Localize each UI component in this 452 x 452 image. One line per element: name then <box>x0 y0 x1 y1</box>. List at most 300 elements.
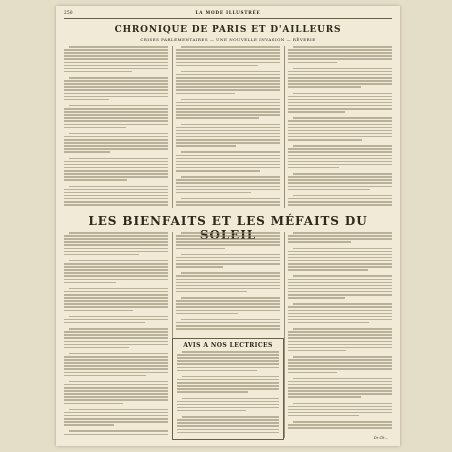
text-line <box>64 263 168 265</box>
text-line <box>288 269 368 271</box>
text-line <box>288 362 392 364</box>
text-line <box>288 372 337 374</box>
text-line <box>293 46 392 48</box>
text-line <box>293 328 392 330</box>
text-line <box>176 189 280 191</box>
text-line <box>176 105 280 107</box>
text-line <box>64 49 168 51</box>
text-line <box>288 52 392 54</box>
text-line <box>177 367 279 369</box>
text-line <box>64 291 168 293</box>
text-line <box>293 378 392 380</box>
text-line <box>288 279 392 281</box>
text-line <box>293 145 392 147</box>
text-line <box>64 65 168 67</box>
text-line <box>64 344 168 346</box>
text-line <box>64 111 168 113</box>
text-line <box>176 182 280 184</box>
text-line <box>288 167 339 169</box>
text-line <box>288 393 392 395</box>
text-line <box>293 93 392 95</box>
text-line <box>69 316 168 318</box>
text-line <box>182 398 279 400</box>
text-line <box>69 46 168 48</box>
text-line <box>288 182 392 184</box>
text-line <box>288 158 392 160</box>
text-line <box>181 99 280 101</box>
text-line <box>288 381 392 383</box>
text-line <box>177 357 279 359</box>
text-line <box>176 49 280 51</box>
text-line <box>288 238 392 240</box>
text-line <box>64 235 168 237</box>
text-line <box>181 176 280 178</box>
text-line <box>177 404 279 406</box>
text-line <box>64 375 146 377</box>
text-line <box>176 241 280 243</box>
text-line <box>64 399 168 401</box>
text-line <box>288 260 392 262</box>
text-line <box>64 322 145 324</box>
text-line <box>176 52 280 54</box>
text-line <box>176 167 280 169</box>
text-line <box>177 363 279 365</box>
text-line <box>288 322 369 324</box>
page-header <box>64 10 392 19</box>
text-line <box>64 55 168 57</box>
chronicle-column-2 <box>176 46 280 208</box>
text-line <box>64 124 168 126</box>
text-line <box>176 328 280 330</box>
text-line <box>176 257 280 259</box>
text-line <box>181 254 280 256</box>
text-line <box>64 412 168 414</box>
text-line <box>176 65 258 67</box>
text-line <box>64 319 168 321</box>
text-line <box>177 425 279 427</box>
text-line <box>64 415 168 417</box>
text-line <box>293 173 392 175</box>
text-line <box>176 313 238 315</box>
text-line <box>288 254 392 256</box>
text-line <box>288 350 346 352</box>
text-line <box>64 58 168 60</box>
text-line <box>64 189 168 191</box>
text-line <box>288 198 392 200</box>
text-line <box>64 294 168 296</box>
text-line <box>176 83 280 85</box>
text-line <box>181 71 280 73</box>
text-line <box>288 74 392 76</box>
text-line <box>176 322 280 324</box>
text-line <box>176 58 280 60</box>
text-line <box>64 362 168 364</box>
text-line <box>288 390 392 392</box>
text-line <box>293 117 392 119</box>
text-line <box>182 416 279 418</box>
text-line <box>176 89 280 91</box>
text-line <box>64 62 168 64</box>
text-line <box>176 62 280 64</box>
text-line <box>176 161 280 163</box>
text-line <box>176 108 280 110</box>
text-line <box>64 117 168 119</box>
text-line <box>176 155 280 157</box>
text-line <box>288 396 361 398</box>
text-line <box>64 424 114 426</box>
text-line <box>176 102 280 104</box>
text-line <box>288 80 392 82</box>
text-line <box>64 356 168 358</box>
text-line <box>181 232 280 234</box>
sun-column-2 <box>176 232 280 334</box>
text-line <box>176 288 280 290</box>
text-line <box>64 179 127 181</box>
readers-notice-title: AVIS A NOS LECTRICES <box>183 342 273 349</box>
text-line <box>176 275 280 277</box>
text-line <box>64 148 168 150</box>
text-line <box>288 337 392 339</box>
text-line <box>177 385 279 387</box>
text-line <box>64 337 168 339</box>
text-line <box>64 114 168 116</box>
text-line <box>64 170 168 172</box>
text-line <box>177 432 279 434</box>
text-line <box>176 136 280 138</box>
text-line <box>288 347 392 349</box>
text-line <box>288 71 392 73</box>
magazine-title: LA MODE ILLUSTRÉE <box>195 10 261 15</box>
text-line <box>288 58 392 60</box>
text-line <box>69 232 168 234</box>
text-line <box>293 68 392 70</box>
text-line <box>181 297 280 299</box>
text-line <box>288 179 392 181</box>
readers-notice-body <box>177 351 279 435</box>
text-line <box>64 368 168 370</box>
text-line <box>288 120 392 122</box>
text-line <box>181 198 280 200</box>
text-line <box>176 74 280 76</box>
text-line <box>288 161 392 163</box>
text-line <box>288 251 392 253</box>
text-line <box>64 151 110 153</box>
text-line <box>69 133 168 135</box>
text-line <box>288 241 351 243</box>
text-line <box>64 108 168 110</box>
text-line <box>176 86 280 88</box>
text-line <box>177 407 279 409</box>
text-line <box>176 263 280 265</box>
text-line <box>176 117 259 119</box>
text-line <box>64 269 168 271</box>
chronicle-column-3 <box>288 46 392 208</box>
text-line <box>288 176 392 178</box>
text-line <box>64 71 132 73</box>
text-line <box>288 186 392 188</box>
text-line <box>288 83 392 85</box>
chronicle-subtitle: CRISES PARLEMENTAIRES — UNE NOUVELLE INVASION — RÊVERIE <box>140 37 316 42</box>
text-line <box>177 401 279 403</box>
text-line <box>176 235 280 237</box>
text-line <box>288 189 370 191</box>
text-line <box>288 427 392 429</box>
chronicle-column-1 <box>64 46 168 208</box>
text-line <box>288 406 392 408</box>
text-line <box>182 351 279 353</box>
text-line <box>288 294 392 296</box>
text-line <box>64 384 168 386</box>
text-line <box>64 120 168 122</box>
text-line <box>176 291 247 293</box>
text-line <box>288 334 392 336</box>
text-line <box>64 396 168 398</box>
text-line <box>293 275 392 277</box>
text-line <box>64 359 168 361</box>
text-line <box>176 266 223 268</box>
text-line <box>69 430 168 432</box>
text-line <box>288 288 392 290</box>
text-line <box>64 238 168 240</box>
text-line <box>293 195 392 197</box>
text-line <box>64 297 168 299</box>
text-line <box>288 384 392 386</box>
text-line <box>288 99 392 101</box>
text-line <box>288 127 392 129</box>
text-line <box>288 204 392 206</box>
magazine-page <box>56 6 400 446</box>
text-line <box>176 201 280 203</box>
text-line <box>64 195 168 197</box>
text-line <box>293 421 392 423</box>
text-line <box>288 62 337 64</box>
text-line <box>177 388 279 390</box>
text-line <box>288 368 392 370</box>
text-line <box>176 260 280 262</box>
text-line <box>177 391 248 393</box>
text-line <box>176 186 280 188</box>
text-line <box>177 422 279 424</box>
text-line <box>64 334 168 336</box>
text-line <box>288 409 392 411</box>
text-line <box>293 303 392 305</box>
text-line <box>64 96 168 98</box>
text-line <box>64 83 168 85</box>
text-line <box>288 297 345 299</box>
text-line <box>288 139 362 141</box>
text-line <box>64 390 168 392</box>
text-line <box>64 310 133 312</box>
text-line <box>64 421 168 423</box>
text-line <box>64 275 168 277</box>
text-line <box>69 158 168 160</box>
text-line <box>69 186 168 188</box>
text-line <box>288 151 392 153</box>
text-line <box>64 282 116 284</box>
text-line <box>288 415 359 417</box>
text-line <box>176 80 280 82</box>
text-line <box>288 155 392 157</box>
text-line <box>288 319 392 321</box>
text-line <box>64 89 168 91</box>
text-line <box>288 266 392 268</box>
text-line <box>64 347 129 349</box>
text-line <box>288 148 392 150</box>
text-line <box>288 105 392 107</box>
text-line <box>176 204 280 206</box>
text-line <box>64 201 168 203</box>
text-line <box>288 86 361 88</box>
text-line <box>64 80 168 82</box>
text-line <box>288 102 392 104</box>
text-line <box>176 127 280 129</box>
text-line <box>288 130 392 132</box>
text-line <box>176 139 280 141</box>
text-line <box>177 410 246 412</box>
sun-column-3 <box>288 232 392 432</box>
text-line <box>288 365 392 367</box>
text-line <box>64 52 168 54</box>
text-line <box>64 93 168 95</box>
text-line <box>293 232 392 234</box>
text-line <box>288 124 392 126</box>
text-line <box>288 306 392 308</box>
text-line <box>64 136 168 138</box>
page-number: 250 <box>64 10 73 15</box>
text-line <box>64 99 109 101</box>
text-line <box>64 303 168 305</box>
text-line <box>288 359 392 361</box>
text-line <box>64 127 126 129</box>
text-line <box>293 403 392 405</box>
text-line <box>64 142 168 144</box>
text-line <box>176 93 235 95</box>
text-line <box>177 354 279 356</box>
text-line <box>176 77 280 79</box>
text-line <box>176 145 236 147</box>
text-line <box>288 96 392 98</box>
text-line <box>64 434 168 436</box>
text-line <box>64 300 168 302</box>
text-line <box>293 248 392 250</box>
text-line <box>69 105 168 107</box>
text-line <box>176 310 280 312</box>
text-line <box>181 272 280 274</box>
text-line <box>176 130 280 132</box>
sun-article-title: LES BIENFAITS ET LES MÉFAITS DU <box>88 214 368 228</box>
readers-notice-box <box>172 338 284 440</box>
text-line <box>288 282 392 284</box>
text-line <box>64 244 168 246</box>
text-line <box>181 151 280 153</box>
text-line <box>288 201 392 203</box>
text-line <box>176 133 280 135</box>
text-line <box>64 248 168 250</box>
text-line <box>176 164 280 166</box>
text-line <box>64 387 168 389</box>
text-line <box>288 257 392 259</box>
text-line <box>64 403 123 405</box>
column-divider <box>172 46 173 208</box>
text-line <box>64 167 168 169</box>
text-line <box>176 282 280 284</box>
text-line <box>288 387 392 389</box>
text-line <box>288 344 392 346</box>
text-line <box>288 310 392 312</box>
text-line <box>177 360 279 362</box>
text-line <box>288 285 392 287</box>
text-line <box>181 46 280 48</box>
text-line <box>69 288 168 290</box>
text-line <box>64 86 168 88</box>
text-line <box>177 419 279 421</box>
text-line <box>181 319 280 321</box>
text-line <box>64 266 168 268</box>
text-line <box>288 108 392 110</box>
column-divider <box>284 232 285 438</box>
text-line <box>64 139 168 141</box>
text-line <box>176 55 280 57</box>
text-line <box>288 49 392 51</box>
text-line <box>182 376 279 378</box>
text-line <box>64 241 168 243</box>
text-line <box>64 372 168 374</box>
text-line <box>176 179 280 181</box>
text-line <box>64 204 168 206</box>
text-line <box>176 306 280 308</box>
text-line <box>64 272 168 274</box>
text-line <box>176 114 280 116</box>
text-line <box>288 111 345 113</box>
column-divider <box>284 46 285 208</box>
text-line <box>64 393 168 395</box>
text-line <box>69 381 168 383</box>
text-line <box>288 341 392 343</box>
text-line <box>64 418 168 420</box>
text-line <box>69 328 168 330</box>
text-line <box>64 306 168 308</box>
text-line <box>288 331 392 333</box>
text-line <box>64 176 168 178</box>
text-line <box>288 316 392 318</box>
text-line <box>181 124 280 126</box>
text-line <box>64 198 168 200</box>
text-line <box>176 303 280 305</box>
text-line <box>288 291 392 293</box>
text-line <box>288 263 392 265</box>
text-line <box>177 429 279 431</box>
text-line <box>177 379 279 381</box>
text-line <box>293 356 392 358</box>
text-line <box>64 173 168 175</box>
text-line <box>288 235 392 237</box>
text-line <box>177 382 279 384</box>
text-line <box>288 424 392 426</box>
text-line <box>176 285 280 287</box>
text-line <box>64 331 168 333</box>
text-line <box>69 353 168 355</box>
text-line <box>288 133 392 135</box>
text-line <box>176 248 225 250</box>
text-line <box>69 409 168 411</box>
text-line <box>64 251 168 253</box>
author-signature: Dr Ch... <box>373 436 388 440</box>
text-line <box>176 300 280 302</box>
text-line <box>64 192 168 194</box>
text-line <box>288 136 392 138</box>
text-line <box>64 341 168 343</box>
text-line <box>176 158 280 160</box>
